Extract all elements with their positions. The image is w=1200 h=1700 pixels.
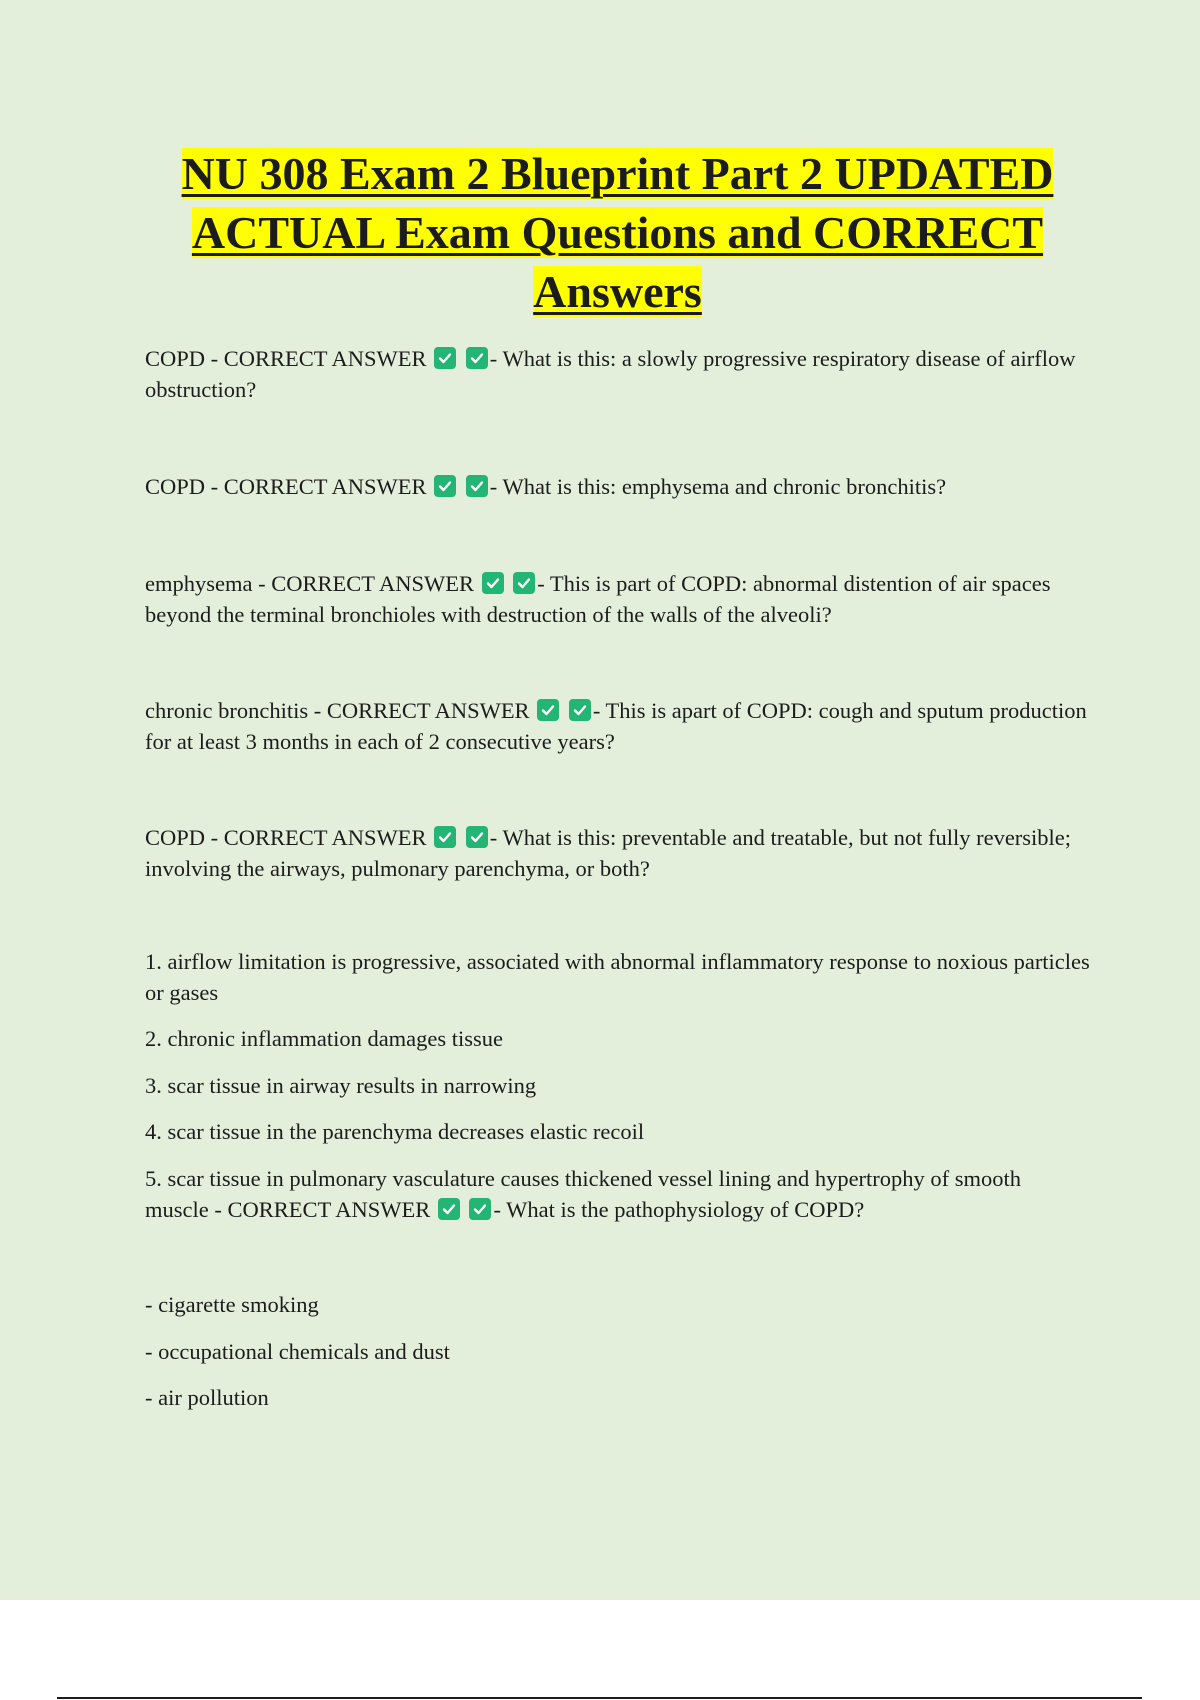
list-item: 1. airflow limitation is progressive, associated with abnormal inflammatory response to noxious particles or gases — [145, 949, 1090, 1005]
document-title-text: NU 308 Exam 2 Blueprint Part 2 UPDATED ACTUAL Exam Questions and CORRECT Answers — [181, 148, 1054, 317]
check-icon — [434, 475, 456, 497]
check-icon — [434, 347, 456, 369]
card-term: 5. scar tissue in pulmonary vasculature causes thickened vessel lining and hypertrophy of smooth muscle - CORRECT ANSWER — [145, 1166, 1022, 1222]
list-item: - air pollution — [145, 1385, 269, 1410]
card-term: chronic bronchitis - CORRECT ANSWER — [145, 698, 530, 723]
check-icon — [513, 572, 535, 594]
check-icon — [438, 1198, 460, 1220]
list-item: - cigarette smoking — [145, 1292, 319, 1317]
check-icon — [466, 826, 488, 848]
check-icon — [482, 572, 504, 594]
card-question: - What is this: preventable and treatable, but not fully reversible; involving the airways, pulmonary parenchyma, or both? — [145, 825, 1072, 881]
check-icon — [469, 1198, 491, 1220]
check-icon — [569, 699, 591, 721]
card-question: - What is this: a slowly progressive respiratory disease of airflow obstruction? — [145, 346, 1076, 402]
check-icon — [466, 475, 488, 497]
flashcard — [145, 822, 1090, 884]
card-question: - What is the pathophysiology of COPD? — [493, 1197, 865, 1222]
list-item: 3. scar tissue in airway results in narrowing — [145, 1073, 537, 1098]
check-icon — [466, 347, 488, 369]
card-question: - This is apart of COPD: cough and sputum production for at least 3 months in each of 2 consecutive years? — [145, 698, 1087, 754]
flashcard — [145, 695, 1090, 757]
flashcard — [145, 1163, 1090, 1225]
check-icon — [434, 826, 456, 848]
card-question: - This is part of COPD: abnormal distention of air spaces beyond the terminal bronchioles with destruction of the walls of the alveoli? — [145, 571, 1051, 627]
list-item: 2. chronic inflammation damages tissue — [145, 1026, 504, 1051]
flashcard — [145, 343, 1090, 405]
list-item: - occupational chemicals and dust — [145, 1339, 450, 1364]
footer-rule — [57, 1697, 1142, 1699]
card-term: COPD - CORRECT ANSWER — [145, 474, 427, 499]
card-term: COPD - CORRECT ANSWER — [145, 825, 427, 850]
card-term: COPD - CORRECT ANSWER — [145, 346, 427, 371]
list-item: 4. scar tissue in the parenchyma decreases elastic recoil — [145, 1119, 645, 1144]
check-icon — [537, 699, 559, 721]
document-title — [140, 144, 1095, 321]
card-term: emphysema - CORRECT ANSWER — [145, 571, 474, 596]
flashcard — [145, 471, 1090, 502]
flashcard — [145, 568, 1090, 630]
card-question: - What is this: emphysema and chronic bronchitis? — [489, 474, 947, 499]
